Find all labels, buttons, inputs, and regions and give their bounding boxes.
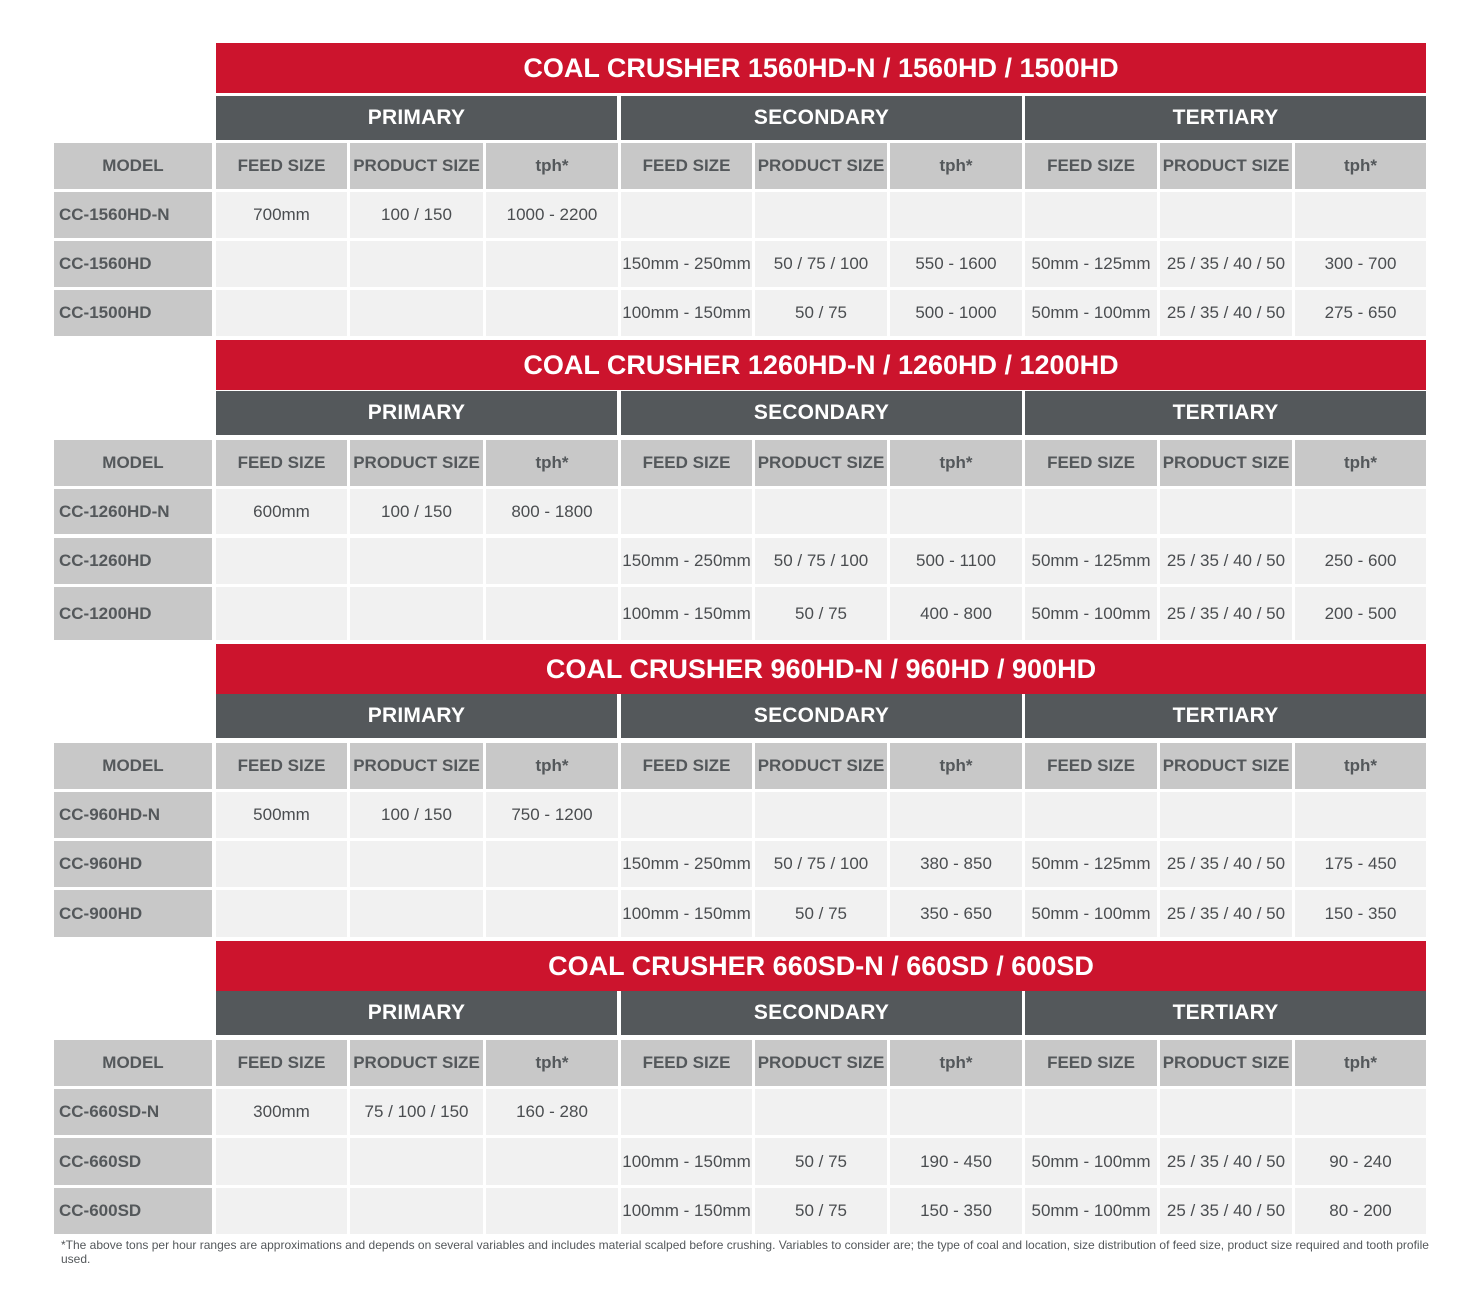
table-cell-tertiary-feed-size: 50mm - 100mm	[1025, 890, 1157, 937]
table-cell-tertiary-feed-size: 50mm - 100mm	[1025, 1188, 1157, 1234]
table-cell-secondary-product-size: 50 / 75	[755, 890, 887, 937]
column-header-secondary-feed-size: FEED SIZE	[621, 440, 752, 486]
table-cell-primary-tph: 750 - 1200	[486, 792, 618, 838]
model-name: CC-1260HD-N	[54, 489, 212, 534]
column-header-primary-product-size: PRODUCT SIZE	[350, 143, 483, 189]
table-cell-secondary-product-size	[755, 792, 887, 838]
column-header-secondary-product-size: PRODUCT SIZE	[755, 743, 887, 789]
model-name: CC-660SD	[54, 1138, 212, 1185]
stage-header-primary: PRIMARY	[216, 991, 617, 1035]
column-header-secondary-feed-size: FEED SIZE	[621, 743, 752, 789]
column-header-primary-tph: tph*	[486, 143, 618, 189]
stage-header-primary: PRIMARY	[216, 694, 617, 738]
table-cell-tertiary-feed-size	[1025, 192, 1157, 238]
table-cell-primary-tph	[486, 841, 618, 887]
model-name: CC-1500HD	[54, 290, 212, 336]
table-cell-secondary-tph	[890, 489, 1022, 534]
table-cell-secondary-feed-size: 150mm - 250mm	[621, 241, 752, 287]
column-header-primary-tph: tph*	[486, 440, 618, 486]
table-cell-primary-product-size	[350, 841, 483, 887]
column-header-secondary-feed-size: FEED SIZE	[621, 1040, 752, 1086]
stage-header-secondary: SECONDARY	[621, 694, 1022, 738]
table-cell-primary-tph: 1000 - 2200	[486, 192, 618, 238]
table-cell-tertiary-product-size	[1160, 192, 1292, 238]
model-name: CC-900HD	[54, 890, 212, 937]
table-cell-tertiary-product-size	[1160, 792, 1292, 838]
table-cell-tertiary-tph	[1295, 1089, 1426, 1135]
table-cell-tertiary-feed-size	[1025, 792, 1157, 838]
model-name: CC-1200HD	[54, 587, 212, 640]
model-name: CC-1560HD-N	[54, 192, 212, 238]
column-header-primary-product-size: PRODUCT SIZE	[350, 1040, 483, 1086]
table-title: COAL CRUSHER 1260HD-N / 1260HD / 1200HD	[216, 340, 1426, 390]
stage-header-secondary: SECONDARY	[621, 96, 1022, 140]
table-cell-primary-tph: 160 - 280	[486, 1089, 618, 1135]
table-cell-secondary-tph: 150 - 350	[890, 1188, 1022, 1234]
table-cell-primary-feed-size	[216, 587, 347, 640]
table-cell-primary-feed-size	[216, 1188, 347, 1234]
table-cell-secondary-tph: 350 - 650	[890, 890, 1022, 937]
table-cell-tertiary-product-size: 25 / 35 / 40 / 50	[1160, 1138, 1292, 1185]
table-cell-primary-feed-size: 300mm	[216, 1089, 347, 1135]
table-cell-tertiary-product-size: 25 / 35 / 40 / 50	[1160, 290, 1292, 336]
stage-header-secondary: SECONDARY	[621, 991, 1022, 1035]
table-cell-secondary-product-size	[755, 1089, 887, 1135]
table-cell-primary-tph: 800 - 1800	[486, 489, 618, 534]
column-header-tertiary-tph: tph*	[1295, 143, 1426, 189]
column-header-secondary-product-size: PRODUCT SIZE	[755, 440, 887, 486]
table-cell-primary-product-size: 100 / 150	[350, 192, 483, 238]
table-cell-primary-feed-size: 700mm	[216, 192, 347, 238]
table-cell-tertiary-tph: 80 - 200	[1295, 1188, 1426, 1234]
table-cell-secondary-feed-size: 100mm - 150mm	[621, 587, 752, 640]
column-header-tertiary-tph: tph*	[1295, 440, 1426, 486]
table-cell-tertiary-tph	[1295, 192, 1426, 238]
table-cell-tertiary-product-size: 25 / 35 / 40 / 50	[1160, 241, 1292, 287]
table-cell-primary-feed-size	[216, 241, 347, 287]
footnote: *The above tons per hour ranges are approximations and depends on several variables and includes material scalped before crushing. Variables to consider are; the type of coal and location, size distribution of feed size, product size required and tooth profile used.	[61, 1238, 1429, 1266]
table-cell-secondary-tph	[890, 1089, 1022, 1135]
table-cell-secondary-feed-size: 100mm - 150mm	[621, 1188, 752, 1234]
column-header-tertiary-feed-size: FEED SIZE	[1025, 143, 1157, 189]
model-name: CC-960HD	[54, 841, 212, 887]
stage-header-tertiary: TERTIARY	[1025, 694, 1426, 738]
column-header-primary-product-size: PRODUCT SIZE	[350, 743, 483, 789]
table-cell-tertiary-product-size: 25 / 35 / 40 / 50	[1160, 890, 1292, 937]
table-cell-primary-product-size	[350, 1138, 483, 1185]
table-cell-tertiary-tph: 150 - 350	[1295, 890, 1426, 937]
model-name: CC-1560HD	[54, 241, 212, 287]
table-cell-secondary-product-size	[755, 192, 887, 238]
table-cell-primary-product-size: 100 / 150	[350, 489, 483, 534]
stage-header-secondary: SECONDARY	[621, 391, 1022, 435]
column-header-secondary-product-size: PRODUCT SIZE	[755, 143, 887, 189]
table-cell-secondary-product-size: 50 / 75 / 100	[755, 241, 887, 287]
table-cell-secondary-product-size: 50 / 75 / 100	[755, 841, 887, 887]
table-cell-primary-product-size	[350, 538, 483, 584]
table-title: COAL CRUSHER 660SD-N / 660SD / 600SD	[216, 941, 1426, 991]
table-cell-secondary-tph: 550 - 1600	[890, 241, 1022, 287]
column-header-tertiary-product-size: PRODUCT SIZE	[1160, 743, 1292, 789]
table-cell-tertiary-product-size	[1160, 1089, 1292, 1135]
column-header-primary-feed-size: FEED SIZE	[216, 1040, 347, 1086]
column-header-primary-feed-size: FEED SIZE	[216, 440, 347, 486]
table-cell-primary-feed-size: 500mm	[216, 792, 347, 838]
table-cell-primary-tph	[486, 290, 618, 336]
table-cell-tertiary-feed-size: 50mm - 125mm	[1025, 538, 1157, 584]
table-cell-primary-feed-size: 600mm	[216, 489, 347, 534]
table-cell-secondary-feed-size: 100mm - 150mm	[621, 290, 752, 336]
table-cell-secondary-tph	[890, 792, 1022, 838]
column-header-tertiary-product-size: PRODUCT SIZE	[1160, 143, 1292, 189]
table-cell-secondary-feed-size: 100mm - 150mm	[621, 890, 752, 937]
table-cell-secondary-tph: 500 - 1000	[890, 290, 1022, 336]
table-cell-primary-tph	[486, 1188, 618, 1234]
column-header-secondary-tph: tph*	[890, 143, 1022, 189]
table-cell-secondary-tph	[890, 192, 1022, 238]
table-cell-tertiary-tph: 300 - 700	[1295, 241, 1426, 287]
model-name: CC-1260HD	[54, 538, 212, 584]
table-cell-tertiary-product-size: 25 / 35 / 40 / 50	[1160, 1188, 1292, 1234]
table-cell-secondary-tph: 400 - 800	[890, 587, 1022, 640]
column-header-primary-tph: tph*	[486, 1040, 618, 1086]
table-cell-secondary-product-size	[755, 489, 887, 534]
table-cell-secondary-feed-size	[621, 489, 752, 534]
column-header-tertiary-feed-size: FEED SIZE	[1025, 440, 1157, 486]
table-cell-primary-tph	[486, 890, 618, 937]
column-header-tertiary-feed-size: FEED SIZE	[1025, 743, 1157, 789]
table-cell-tertiary-tph: 175 - 450	[1295, 841, 1426, 887]
column-header-model: MODEL	[54, 1040, 212, 1086]
table-cell-primary-product-size: 75 / 100 / 150	[350, 1089, 483, 1135]
table-cell-secondary-feed-size: 150mm - 250mm	[621, 538, 752, 584]
column-header-secondary-tph: tph*	[890, 440, 1022, 486]
table-cell-secondary-product-size: 50 / 75	[755, 1188, 887, 1234]
column-header-secondary-product-size: PRODUCT SIZE	[755, 1040, 887, 1086]
stage-header-primary: PRIMARY	[216, 391, 617, 435]
table-cell-tertiary-tph: 90 - 240	[1295, 1138, 1426, 1185]
table-cell-tertiary-feed-size: 50mm - 125mm	[1025, 241, 1157, 287]
table-cell-primary-product-size	[350, 587, 483, 640]
column-header-secondary-tph: tph*	[890, 1040, 1022, 1086]
table-cell-secondary-feed-size	[621, 1089, 752, 1135]
table-title: COAL CRUSHER 960HD-N / 960HD / 900HD	[216, 644, 1426, 694]
table-cell-tertiary-tph: 250 - 600	[1295, 538, 1426, 584]
table-cell-tertiary-feed-size	[1025, 1089, 1157, 1135]
stage-header-tertiary: TERTIARY	[1025, 391, 1426, 435]
column-header-primary-tph: tph*	[486, 743, 618, 789]
table-cell-primary-product-size	[350, 890, 483, 937]
table-cell-tertiary-tph: 275 - 650	[1295, 290, 1426, 336]
model-name: CC-960HD-N	[54, 792, 212, 838]
model-name: CC-660SD-N	[54, 1089, 212, 1135]
table-cell-secondary-product-size: 50 / 75	[755, 290, 887, 336]
model-name: CC-600SD	[54, 1188, 212, 1234]
stage-header-tertiary: TERTIARY	[1025, 991, 1426, 1035]
table-cell-primary-feed-size	[216, 1138, 347, 1185]
table-cell-secondary-product-size: 50 / 75	[755, 1138, 887, 1185]
table-cell-secondary-feed-size	[621, 192, 752, 238]
column-header-primary-product-size: PRODUCT SIZE	[350, 440, 483, 486]
table-cell-primary-tph	[486, 538, 618, 584]
table-cell-secondary-feed-size: 100mm - 150mm	[621, 1138, 752, 1185]
table-cell-primary-tph	[486, 241, 618, 287]
table-cell-tertiary-product-size: 25 / 35 / 40 / 50	[1160, 538, 1292, 584]
table-cell-primary-tph	[486, 1138, 618, 1185]
table-cell-primary-product-size	[350, 1188, 483, 1234]
table-cell-primary-product-size	[350, 290, 483, 336]
stage-header-tertiary: TERTIARY	[1025, 96, 1426, 140]
table-cell-tertiary-feed-size: 50mm - 100mm	[1025, 1138, 1157, 1185]
table-title: COAL CRUSHER 1560HD-N / 1560HD / 1500HD	[216, 43, 1426, 93]
table-cell-secondary-feed-size	[621, 792, 752, 838]
column-header-tertiary-feed-size: FEED SIZE	[1025, 1040, 1157, 1086]
column-header-tertiary-tph: tph*	[1295, 1040, 1426, 1086]
table-cell-primary-feed-size	[216, 890, 347, 937]
table-cell-secondary-feed-size: 150mm - 250mm	[621, 841, 752, 887]
table-cell-primary-feed-size	[216, 841, 347, 887]
table-cell-primary-feed-size	[216, 538, 347, 584]
column-header-secondary-feed-size: FEED SIZE	[621, 143, 752, 189]
table-cell-secondary-tph: 380 - 850	[890, 841, 1022, 887]
column-header-model: MODEL	[54, 440, 212, 486]
column-header-model: MODEL	[54, 143, 212, 189]
table-cell-tertiary-feed-size: 50mm - 125mm	[1025, 841, 1157, 887]
table-cell-tertiary-tph	[1295, 792, 1426, 838]
table-cell-secondary-tph: 500 - 1100	[890, 538, 1022, 584]
table-cell-tertiary-tph: 200 - 500	[1295, 587, 1426, 640]
table-cell-tertiary-product-size	[1160, 489, 1292, 534]
table-cell-tertiary-feed-size	[1025, 489, 1157, 534]
table-cell-tertiary-feed-size: 50mm - 100mm	[1025, 587, 1157, 640]
table-cell-primary-product-size	[350, 241, 483, 287]
column-header-secondary-tph: tph*	[890, 743, 1022, 789]
table-cell-primary-tph	[486, 587, 618, 640]
column-header-tertiary-product-size: PRODUCT SIZE	[1160, 440, 1292, 486]
table-cell-primary-product-size: 100 / 150	[350, 792, 483, 838]
table-cell-tertiary-product-size: 25 / 35 / 40 / 50	[1160, 841, 1292, 887]
table-cell-tertiary-feed-size: 50mm - 100mm	[1025, 290, 1157, 336]
table-cell-primary-feed-size	[216, 290, 347, 336]
column-header-model: MODEL	[54, 743, 212, 789]
table-cell-tertiary-product-size: 25 / 35 / 40 / 50	[1160, 587, 1292, 640]
column-header-primary-feed-size: FEED SIZE	[216, 743, 347, 789]
column-header-tertiary-product-size: PRODUCT SIZE	[1160, 1040, 1292, 1086]
table-cell-secondary-product-size: 50 / 75	[755, 587, 887, 640]
table-cell-tertiary-tph	[1295, 489, 1426, 534]
stage-header-primary: PRIMARY	[216, 96, 617, 140]
table-cell-secondary-product-size: 50 / 75 / 100	[755, 538, 887, 584]
column-header-tertiary-tph: tph*	[1295, 743, 1426, 789]
table-cell-secondary-tph: 190 - 450	[890, 1138, 1022, 1185]
column-header-primary-feed-size: FEED SIZE	[216, 143, 347, 189]
